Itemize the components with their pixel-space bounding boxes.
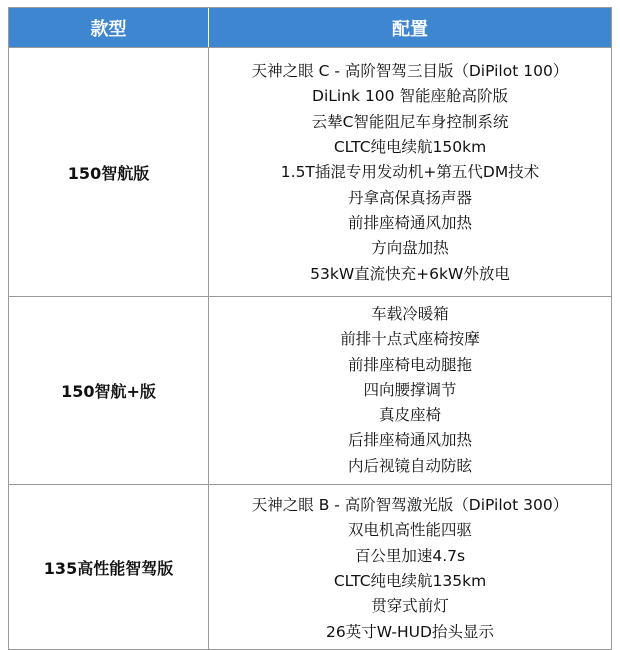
- model-cell: [9, 297, 209, 484]
- feature-item: 双电机高性能四驱: [347, 521, 472, 540]
- feature-item: DiLink 100 智能座舱高阶版: [312, 87, 508, 106]
- feature-item: 天神之眼 C - 高阶智驾三目版（DiPilot 100）: [251, 62, 569, 81]
- feature-item: 方向盘加热: [371, 239, 449, 258]
- model-cell: [9, 485, 209, 649]
- model-cell: [9, 48, 209, 296]
- model-name: 150智航+版: [61, 382, 156, 401]
- feature-item: 前排座椅通风加热: [347, 213, 472, 232]
- feature-item: 天神之眼 B - 高阶智驾激光版（DiPilot 300）: [251, 496, 569, 515]
- features-cell: [209, 485, 611, 649]
- config-table: [8, 7, 612, 650]
- features-cell: [209, 297, 611, 484]
- table-row: [9, 296, 611, 484]
- feature-item: 云辇C智能阻尼车身控制系统: [311, 112, 509, 131]
- feature-item: 内后视镜自动防眩: [347, 456, 472, 475]
- table-row: [9, 484, 611, 649]
- feature-item: 后排座椅通风加热: [347, 431, 472, 450]
- features-cell: [209, 48, 611, 296]
- feature-item: 四向腰撑调节: [363, 380, 457, 399]
- feature-item: 1.5T插混专用发动机+第五代DM技术: [280, 163, 540, 182]
- feature-item: 26英寸W-HUD抬头显示: [326, 622, 494, 641]
- feature-item: 真皮座椅: [378, 406, 441, 425]
- feature-item: 前排十点式座椅按摩: [340, 330, 480, 349]
- feature-item: 车载冷暖箱: [371, 304, 449, 323]
- feature-item: CLTC纯电续航150km: [333, 138, 487, 157]
- model-name: 135高性能智驾版: [43, 558, 174, 578]
- feature-item: 丹拿高保真扬声器: [347, 188, 472, 207]
- feature-item: 53kW直流快充+6kW外放电: [310, 264, 510, 283]
- header-model-column: 款型: [9, 8, 209, 47]
- table-row: [9, 47, 611, 296]
- header-config-column: 配置: [392, 18, 428, 40]
- model-name: 150智航版: [67, 163, 150, 183]
- feature-item: 百公里加速4.7s: [354, 546, 466, 565]
- feature-item: 贯穿式前灯: [371, 597, 449, 616]
- table-header: [9, 8, 611, 47]
- feature-item: 前排座椅电动腿拖: [347, 355, 472, 374]
- feature-item: CLTC纯电续航135km: [333, 572, 487, 590]
